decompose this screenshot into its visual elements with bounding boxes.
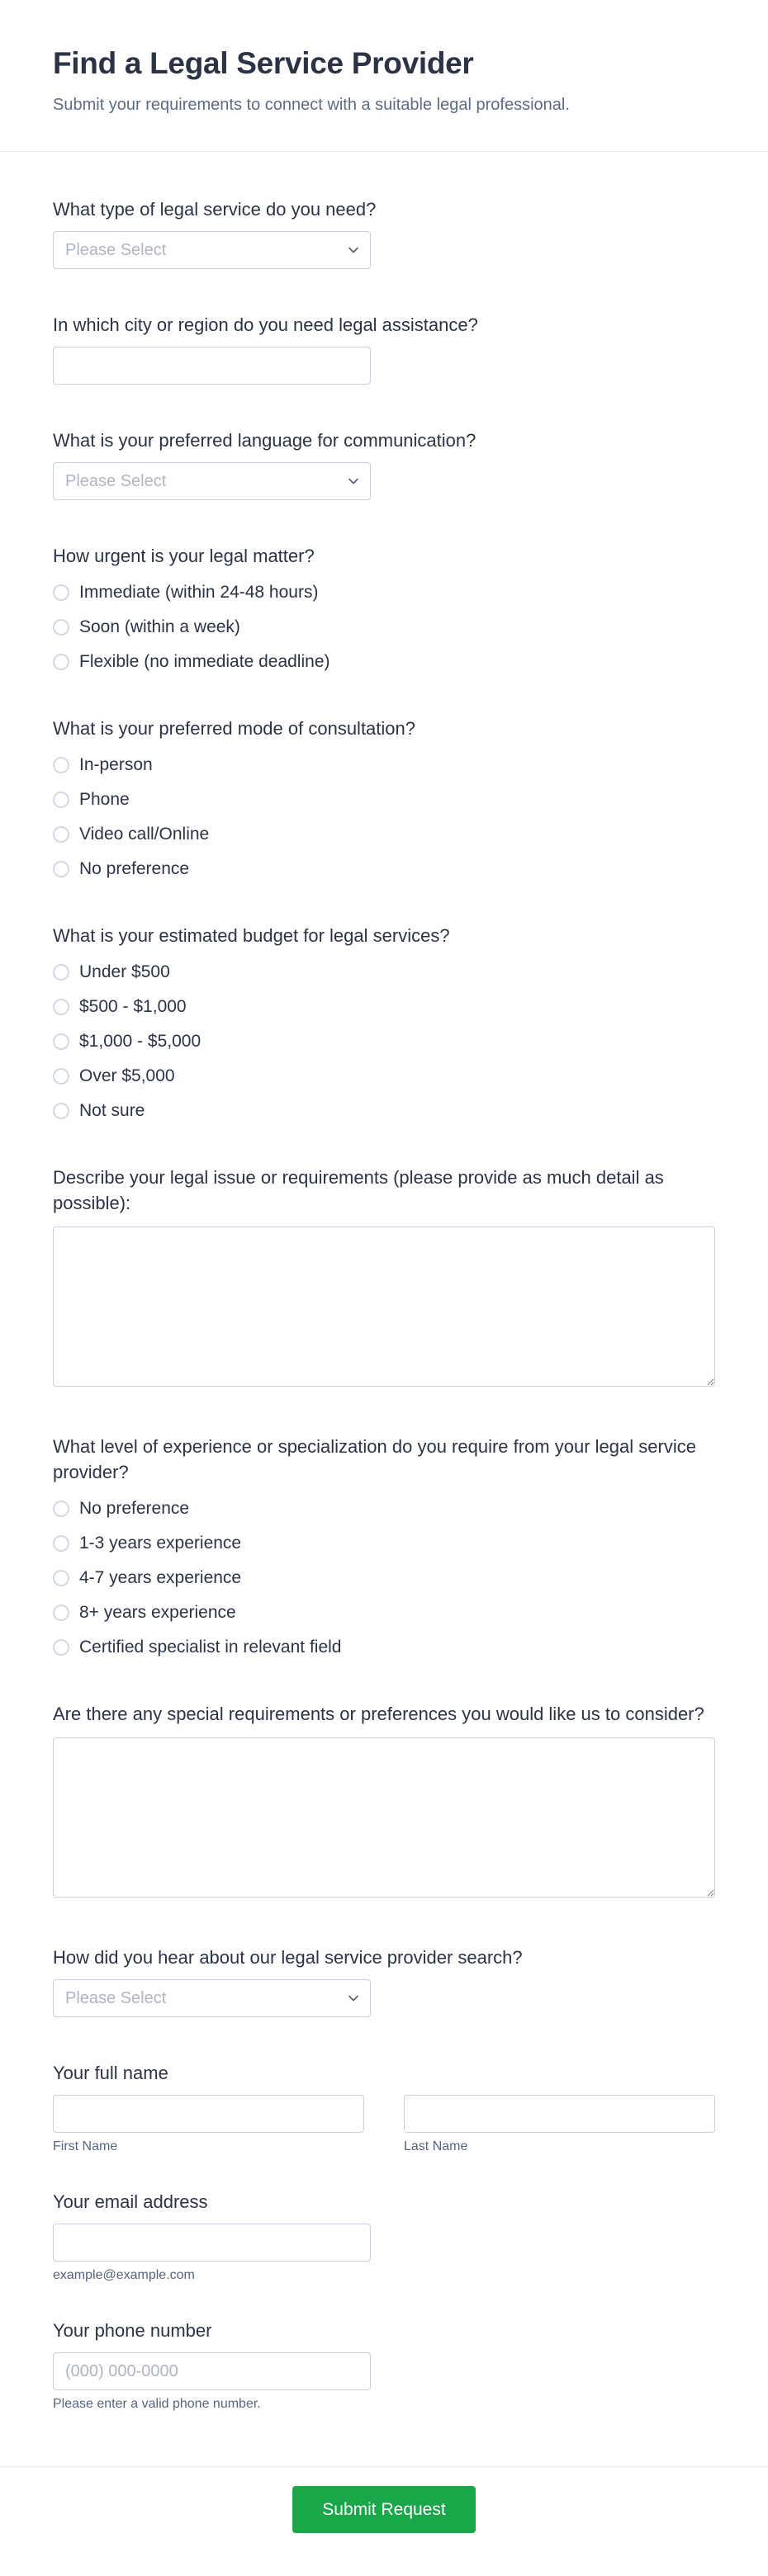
question-label: What is your preferred mode of consultation? bbox=[53, 718, 416, 739]
referral-select[interactable] bbox=[53, 1979, 371, 2017]
email-sublabel: example@example.com bbox=[53, 2268, 195, 2282]
question-language bbox=[53, 428, 715, 500]
radio-option[interactable] bbox=[53, 1567, 241, 1589]
radio-option[interactable] bbox=[53, 582, 318, 603]
question-city bbox=[53, 312, 715, 385]
question-label: How urgent is your legal matter? bbox=[53, 546, 315, 566]
urgency-radio-group bbox=[53, 582, 715, 673]
consultation-mode-radio[interactable] bbox=[53, 757, 69, 773]
question-issue-description bbox=[53, 1165, 715, 1391]
radio-option[interactable] bbox=[53, 651, 330, 673]
question-label: In which city or region do you need legal assistance? bbox=[53, 314, 478, 335]
experience-radio[interactable] bbox=[53, 1535, 69, 1552]
question-label: How did you hear about our legal service provider search? bbox=[53, 1947, 523, 1968]
chevron-down-icon bbox=[345, 473, 362, 489]
radio-option[interactable] bbox=[53, 1533, 241, 1554]
question-special-requirements bbox=[53, 1701, 715, 1902]
select-placeholder: Please Select bbox=[65, 471, 167, 490]
page-title: Find a Legal Service Provider bbox=[53, 46, 474, 80]
radio-option-label: 4-7 years experience bbox=[79, 1568, 242, 1587]
question-full-name bbox=[53, 2060, 715, 2154]
radio-option[interactable] bbox=[53, 1498, 189, 1520]
radio-option[interactable] bbox=[53, 1066, 175, 1087]
last-name-col bbox=[404, 2086, 715, 2154]
question-urgency bbox=[53, 543, 715, 673]
submit-section bbox=[0, 2467, 768, 2576]
radio-option-label: Video call/Online bbox=[79, 825, 210, 844]
select-placeholder: Please Select bbox=[65, 240, 167, 259]
budget-radio[interactable] bbox=[53, 1033, 69, 1050]
last-name-input[interactable] bbox=[404, 2095, 715, 2133]
question-service-type bbox=[53, 196, 715, 269]
radio-option[interactable] bbox=[53, 824, 209, 845]
radio-option[interactable] bbox=[53, 1602, 236, 1624]
special-requirements-textarea[interactable] bbox=[53, 1737, 715, 1898]
experience-radio[interactable] bbox=[53, 1639, 69, 1656]
urgency-radio[interactable] bbox=[53, 619, 69, 636]
urgency-radio[interactable] bbox=[53, 654, 69, 670]
question-phone bbox=[53, 2318, 715, 2412]
urgency-radio[interactable] bbox=[53, 584, 69, 601]
radio-option-label: $500 - $1,000 bbox=[79, 997, 187, 1016]
radio-option-label: 8+ years experience bbox=[79, 1603, 236, 1622]
header-divider bbox=[0, 151, 768, 152]
experience-radio-group bbox=[53, 1498, 715, 1658]
radio-option[interactable] bbox=[53, 962, 170, 983]
radio-option[interactable] bbox=[53, 617, 240, 638]
experience-radio[interactable] bbox=[53, 1570, 69, 1586]
budget-radio[interactable] bbox=[53, 1068, 69, 1085]
radio-option-label: Phone bbox=[79, 790, 130, 809]
select-placeholder: Please Select bbox=[65, 1988, 167, 2007]
radio-option[interactable] bbox=[53, 1637, 341, 1658]
experience-radio[interactable] bbox=[53, 1501, 69, 1517]
radio-option-label: Not sure bbox=[79, 1101, 145, 1120]
question-label: Your full name bbox=[53, 2063, 168, 2083]
last-name-sublabel: Last Name bbox=[404, 2139, 468, 2153]
form-header bbox=[0, 0, 768, 151]
question-email bbox=[53, 2189, 715, 2283]
radio-option-label: Under $500 bbox=[79, 962, 170, 981]
question-budget bbox=[53, 923, 715, 1122]
question-label: What type of legal service do you need? bbox=[53, 199, 377, 220]
consultation-mode-radio[interactable] bbox=[53, 792, 69, 808]
question-label: What is your estimated budget for legal services? bbox=[53, 925, 450, 946]
name-row bbox=[53, 2086, 715, 2154]
question-label: Are there any special requirements or preferences you would like us to consider? bbox=[53, 1704, 704, 1724]
first-name-sublabel: First Name bbox=[53, 2139, 118, 2153]
page-subtitle: Submit your requirements to connect with a suitable legal professional. bbox=[53, 96, 570, 114]
radio-option[interactable] bbox=[53, 754, 153, 776]
chevron-down-icon bbox=[345, 242, 362, 258]
radio-option[interactable] bbox=[53, 858, 189, 880]
radio-option-label: Immediate (within 24-48 hours) bbox=[79, 583, 319, 602]
question-label: What level of experience or specialization do you require from your legal service provider? bbox=[53, 1436, 696, 1482]
first-name-input[interactable] bbox=[53, 2095, 364, 2133]
phone-sublabel: Please enter a valid phone number. bbox=[53, 2397, 261, 2411]
phone-input[interactable] bbox=[53, 2352, 371, 2390]
question-referral bbox=[53, 1945, 715, 2017]
radio-option-label: In-person bbox=[79, 755, 153, 774]
radio-option[interactable] bbox=[53, 996, 187, 1018]
experience-radio[interactable] bbox=[53, 1605, 69, 1621]
budget-radio[interactable] bbox=[53, 999, 69, 1015]
question-label: Your phone number bbox=[53, 2320, 212, 2341]
budget-radio[interactable] bbox=[53, 1103, 69, 1119]
question-consultation-mode bbox=[53, 716, 715, 880]
radio-option-label: No preference bbox=[79, 1499, 190, 1518]
radio-option-label: No preference bbox=[79, 859, 190, 878]
radio-option[interactable] bbox=[53, 1031, 201, 1052]
radio-option-label: Soon (within a week) bbox=[79, 617, 240, 636]
question-label: What is your preferred language for communication? bbox=[53, 430, 476, 451]
question-label: Describe your legal issue or requirements (please provide as much detail as possible): bbox=[53, 1167, 664, 1213]
radio-option-label: 1-3 years experience bbox=[79, 1534, 242, 1553]
budget-radio-group bbox=[53, 962, 715, 1122]
service-type-select[interactable] bbox=[53, 231, 371, 269]
radio-option[interactable] bbox=[53, 789, 130, 811]
consultation-mode-radio[interactable] bbox=[53, 826, 69, 843]
questions-area bbox=[0, 196, 768, 2420]
first-name-col bbox=[53, 2086, 364, 2154]
issue-description-textarea[interactable] bbox=[53, 1227, 715, 1387]
chevron-down-icon bbox=[345, 1990, 362, 2006]
city-input[interactable] bbox=[53, 347, 371, 385]
radio-option[interactable] bbox=[53, 1100, 145, 1122]
question-label: Your email address bbox=[53, 2191, 208, 2212]
question-experience bbox=[53, 1434, 715, 1658]
submit-button[interactable]: Submit Request bbox=[292, 2486, 475, 2533]
radio-option-label: Certified specialist in relevant field bbox=[79, 1638, 342, 1657]
language-select[interactable] bbox=[53, 462, 371, 500]
radio-option-label: Over $5,000 bbox=[79, 1066, 175, 1085]
consultation-mode-radio-group bbox=[53, 754, 715, 880]
consultation-mode-radio[interactable] bbox=[53, 861, 69, 877]
radio-option-label: $1,000 - $5,000 bbox=[79, 1032, 201, 1051]
email-input[interactable] bbox=[53, 2224, 371, 2262]
radio-option-label: Flexible (no immediate deadline) bbox=[79, 652, 330, 671]
budget-radio[interactable] bbox=[53, 964, 69, 981]
